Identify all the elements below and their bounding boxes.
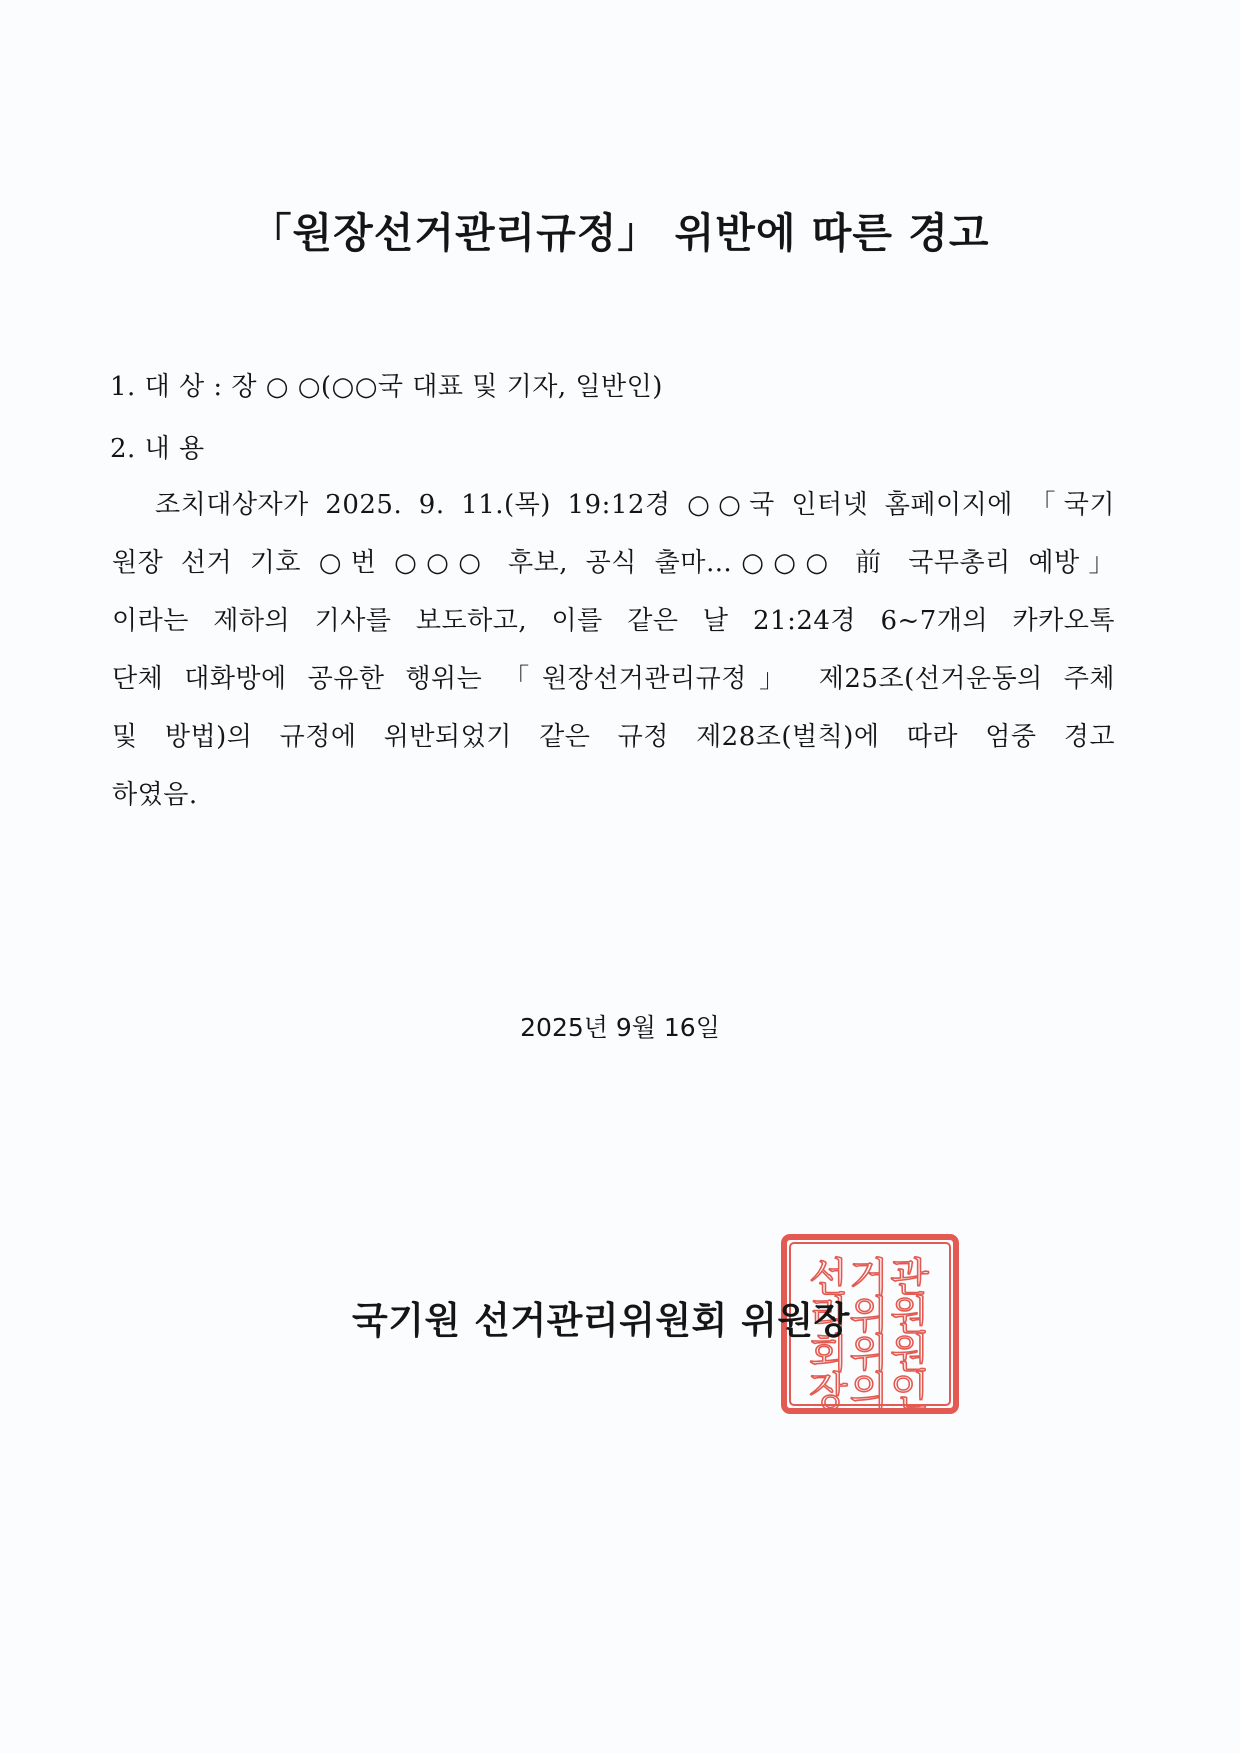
- body-line: 및 방법)의 규정에 위반되었기 같은 규정 제28조(벌칙)에 따라 엄중 경고: [112, 722, 1115, 752]
- signer-title: 국기원 선거관리위원회 위원장: [352, 1299, 850, 1342]
- body-line: 하였음.: [112, 780, 198, 810]
- seal-glyph-row: 리위원: [809, 1293, 931, 1339]
- item-target: 1. 대 상 : 장 ○ ○(○○국 대표 및 기자, 일반인): [110, 372, 663, 402]
- body-line: 이라는 제하의 기사를 보도하고, 이를 같은 날 21:24경 6~7개의 카카오톡: [112, 606, 1115, 636]
- body-line: 원장 선거 기호 ○번 ○○○ 후보, 공식 출마…○○○ 前 국무총리 예방」: [112, 548, 1115, 578]
- body-line: 조치대상자가 2025. 9. 11.(목) 19:12경 ○○국 인터넷 홈페이지에 「국기: [155, 490, 1115, 520]
- issue-date: 2025년 9월 16일: [520, 1013, 720, 1042]
- seal-glyph-row: 선거관: [809, 1255, 931, 1301]
- body-line: 단체 대화방에 공유한 행위는 「원장선거관리규정」 제25조(선거운동의 주체: [112, 664, 1115, 694]
- item-content-heading: 2. 내 용: [110, 434, 205, 464]
- seal-glyph-row: 장의인: [809, 1369, 931, 1415]
- document-title: 「원장선거관리규정」 위반에 따른 경고: [250, 209, 990, 257]
- seal-glyph-row: 회위원: [809, 1331, 931, 1377]
